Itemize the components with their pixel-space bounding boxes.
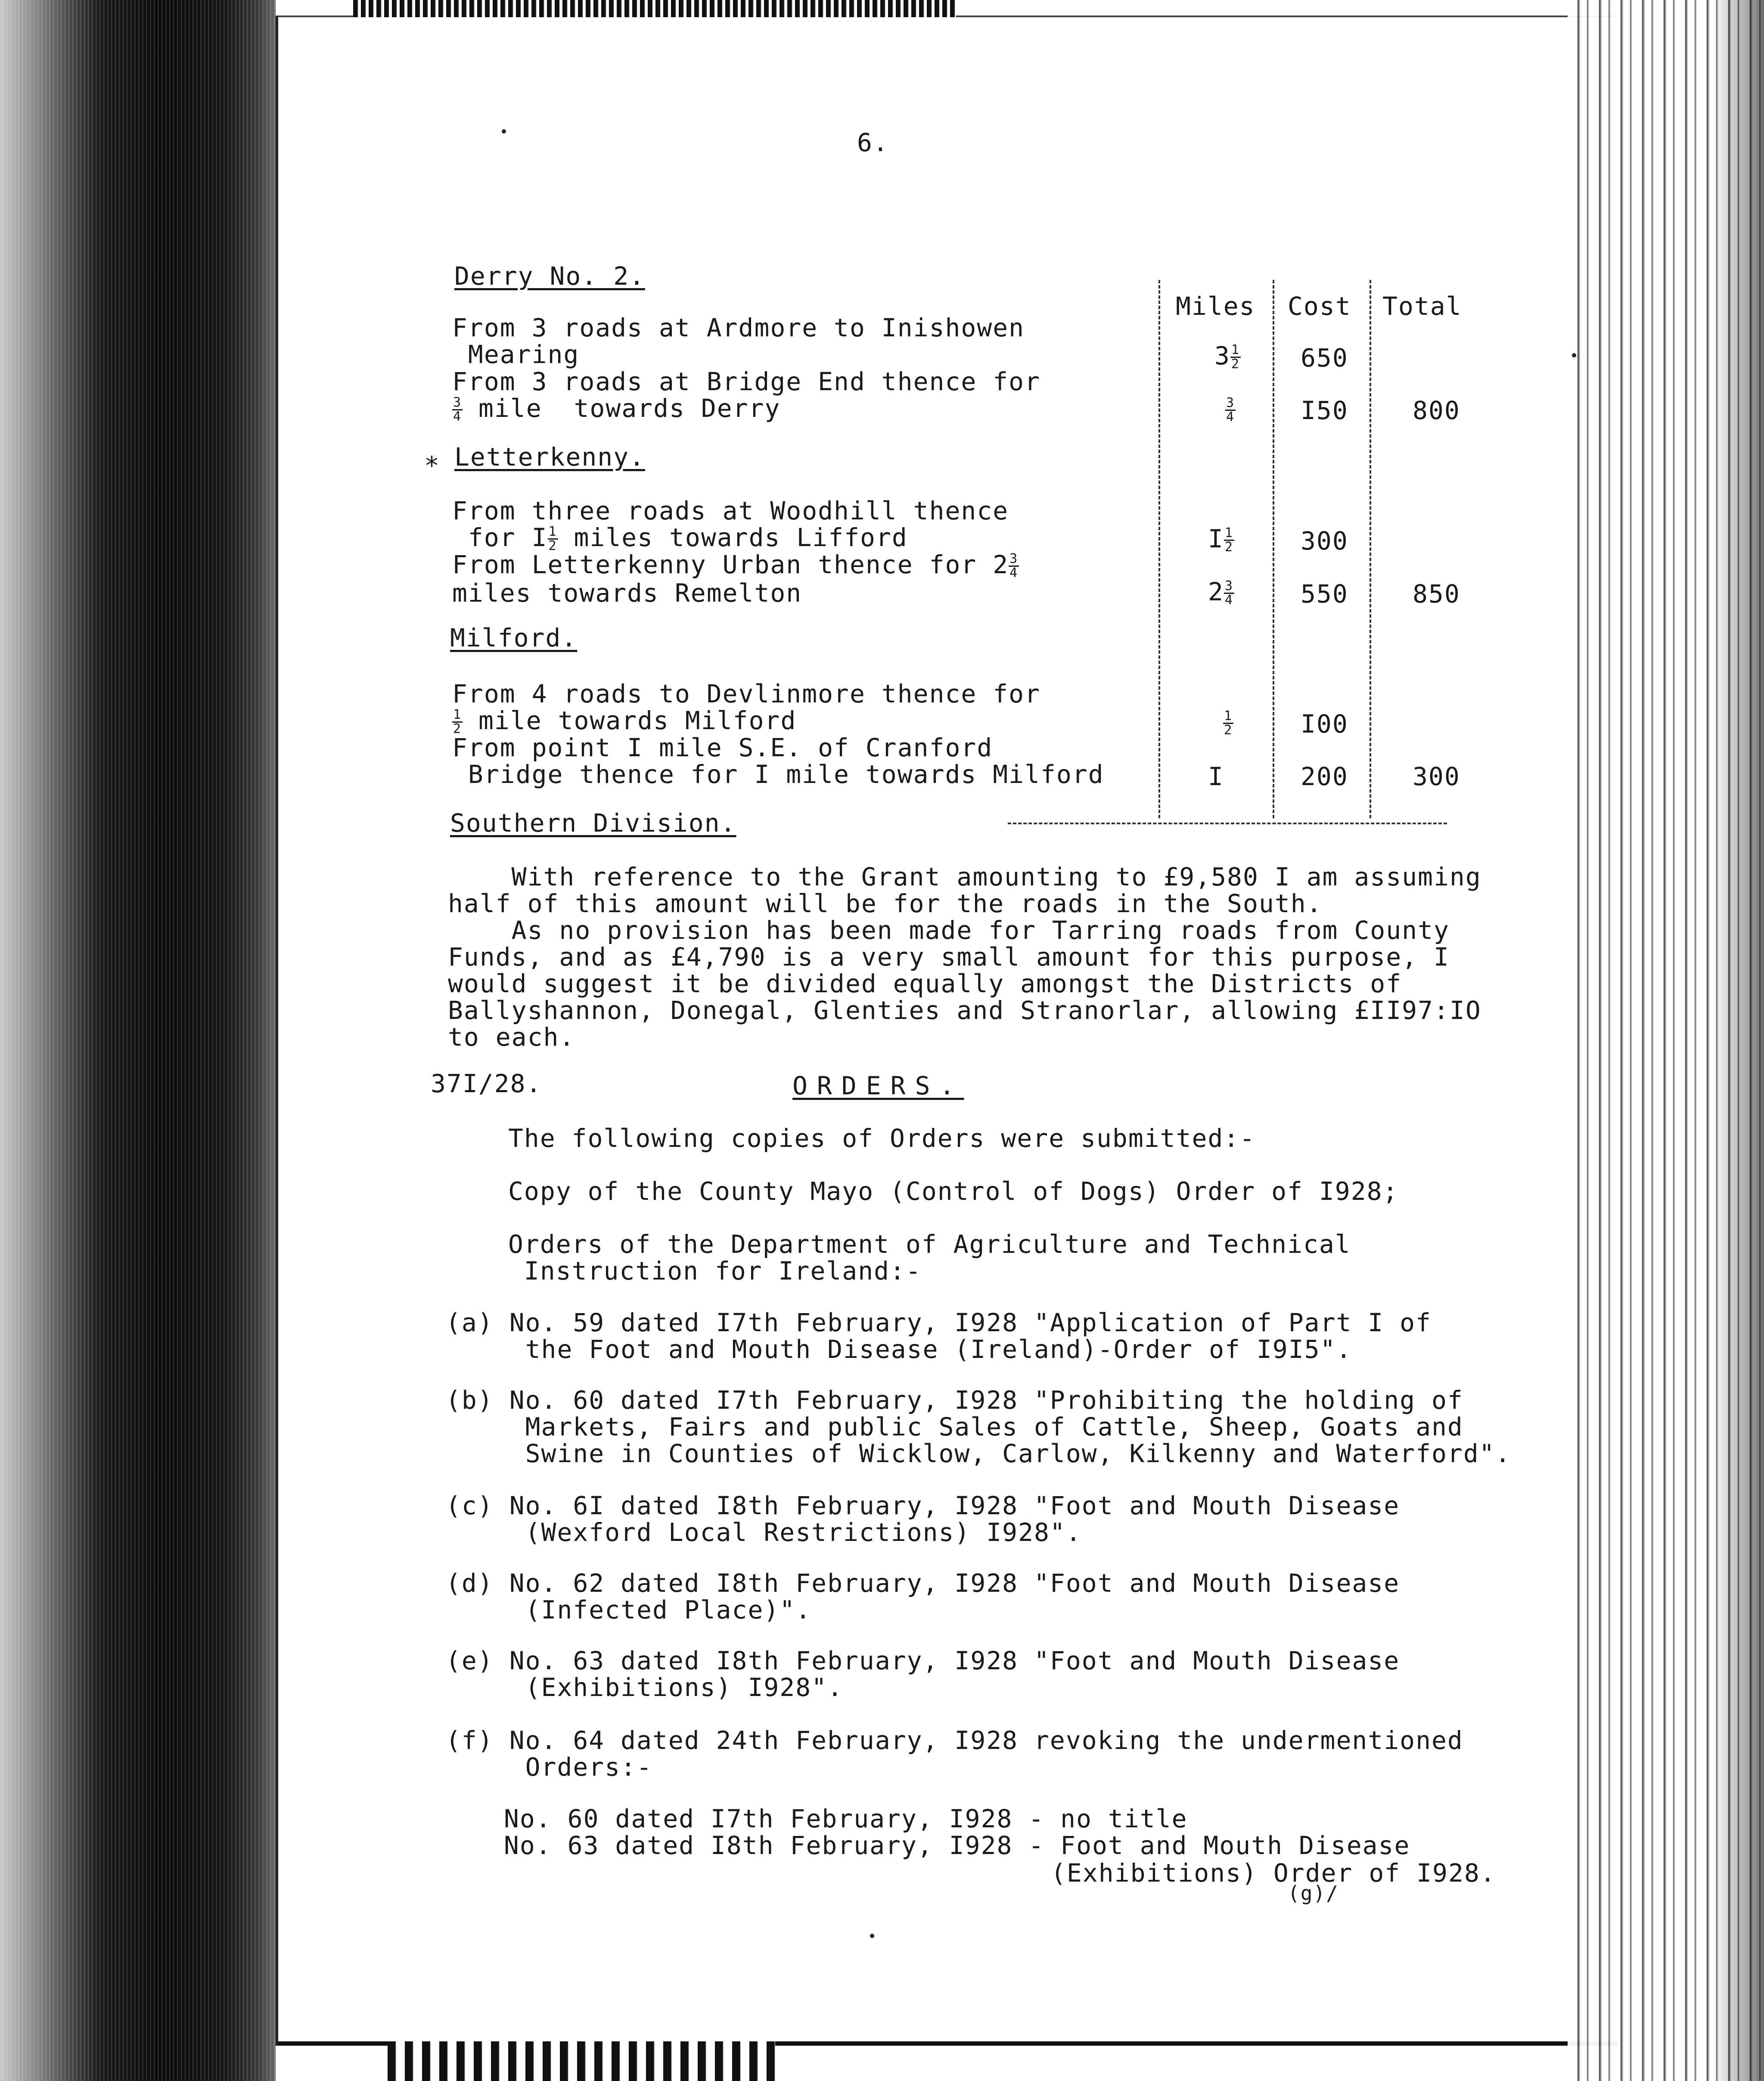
row-miles	[1223, 708, 1233, 737]
section-heading-derry: Derry No. 2.	[454, 261, 646, 291]
fraction: $\frac{3}{4}$	[1224, 578, 1233, 608]
section-heading-southern: Southern Division.	[450, 808, 736, 838]
row-cost: I50	[1301, 396, 1348, 425]
fraction: $\frac{3}{4}$	[1226, 395, 1235, 425]
column-rule-3	[1370, 280, 1371, 818]
ink-speck	[870, 1934, 874, 1938]
fraction: $\frac{1}{2}$	[453, 707, 462, 737]
column-rule-1	[1158, 280, 1160, 818]
row-text: From 3 roads at Ardmore to Inishowen Mearing	[452, 313, 1025, 369]
row-text: From three roads at Woodhill thence for I $\frac{1}{2}$ miles towards Lifford	[452, 496, 1009, 554]
row-text: From point I mile S.E. of Cranford Bridge thence for I mile towards Milford	[452, 733, 1104, 789]
row-cost: 650	[1301, 343, 1348, 373]
minute-reference: 37I/28.	[431, 1069, 542, 1098]
fraction: $\frac{3}{4}$	[1009, 551, 1019, 581]
row-cost: 550	[1301, 579, 1348, 609]
department-orders: Orders of the Department of Agriculture and Technical Instruction for Ireland:-	[508, 1230, 1351, 1286]
row-cost: I00	[1301, 709, 1348, 739]
order-item: (e) No. 63 dated I8th February, I928 "Foot and Mouth Disease (Exhibitions) I928".	[446, 1646, 1400, 1702]
header-cost: Cost	[1288, 292, 1351, 321]
row-miles: 2 $\frac{3}{4}$	[1208, 577, 1233, 608]
orders-intro: The following copies of Orders were submitted:-	[508, 1124, 1256, 1153]
asterisk-mark: *	[424, 451, 440, 480]
paragraph: With reference to the Grant amounting to £9,580 I am assuming half of this amount will be for the roads in the South. As no provision has been made for Tarring roads from County Funds, and as £4,790 is a very small amount for this purpose, I would suggest it be divided equally amongst the Districts of Ballyshannon, Donegal, Glenties and Stranorlar, allowing £II97:IO to each.	[448, 862, 1481, 1052]
revoked-order-tail: (Exhibitions) Order of I928.	[1051, 1858, 1496, 1888]
order-item: (b) No. 60 dated I7th February, I928 "Prohibiting the holding of Markets, Fairs and public Sales of Cattle, Sheep, Goats and Swine in Counties of Wicklow, Carlow, Kilkenny and Waterford".	[446, 1385, 1511, 1468]
row-total: 300	[1413, 762, 1460, 791]
row-total: 850	[1413, 579, 1460, 609]
order-item: (f) No. 64 dated 24th February, I928 revoking the undermentioned Orders:-	[446, 1726, 1463, 1782]
revoked-orders: No. 60 dated I7th February, I928 - no title No. 63 dated I8th February, I928 - Foot and Mouth Disease	[504, 1804, 1410, 1860]
fraction: $\frac{1}{2}$	[1224, 525, 1233, 555]
header-miles: Miles	[1176, 292, 1255, 321]
row-total: 800	[1413, 396, 1460, 425]
fraction: $\frac{1}{2}$	[548, 524, 557, 554]
page-number: 6.	[857, 128, 889, 157]
orders-heading: ORDERS.	[792, 1071, 964, 1100]
row-miles: I $\frac{1}{2}$	[1208, 524, 1233, 555]
fraction: $\frac{1}{2}$	[1224, 708, 1233, 738]
row-text: From 3 roads at Bridge End thence for $\frac{3}{4}$ mile towards Derry	[452, 367, 1041, 425]
row-miles: I	[1208, 762, 1224, 791]
table-bottom-rule	[1008, 823, 1447, 824]
fraction: $\frac{3}{4}$	[453, 395, 462, 425]
ink-speck	[1572, 353, 1576, 357]
mayo-order: Copy of the County Mayo (Control of Dogs) Order of I928;	[508, 1177, 1399, 1206]
section-heading-letterkenny: Letterkenny.	[454, 442, 646, 472]
ink-speck	[502, 129, 506, 134]
row-cost: 200	[1301, 762, 1348, 791]
row-miles: 3 $\frac{1}{2}$	[1214, 341, 1240, 372]
top-edge-strip	[353, 0, 956, 17]
book-binding	[0, 0, 276, 2081]
row-cost: 300	[1301, 526, 1348, 556]
row-text: From Letterkenny Urban thence for 2 $\frac{3}{4}$ miles towards Remelton	[452, 550, 1019, 608]
order-item: (d) No. 62 dated I8th February, I928 "Foot and Mouth Disease (Infected Place)".	[446, 1569, 1400, 1624]
section-heading-milford: Milford.	[450, 623, 578, 652]
order-item: (c) No. 6I dated I8th February, I928 "Foot and Mouth Disease (Wexford Local Restrictions) I928".	[446, 1491, 1400, 1547]
fraction: $\frac{1}{2}$	[1231, 342, 1240, 372]
row-text: From 4 roads to Devlinmore thence for $\frac{1}{2}$ mile towards Milford	[452, 679, 1041, 737]
row-miles	[1225, 395, 1236, 424]
header-total: Total	[1382, 292, 1462, 321]
next-item-marker: (g)/	[1288, 1882, 1339, 1905]
column-rule-2	[1273, 280, 1274, 818]
order-item: (a) No. 59 dated I7th February, I928 "Application of Part I of the Foot and Mouth Disease (Ireland)-Order of I9I5".	[446, 1308, 1432, 1364]
bottom-edge-strip	[388, 2041, 775, 2081]
stacked-page-edges	[1568, 0, 1764, 2081]
